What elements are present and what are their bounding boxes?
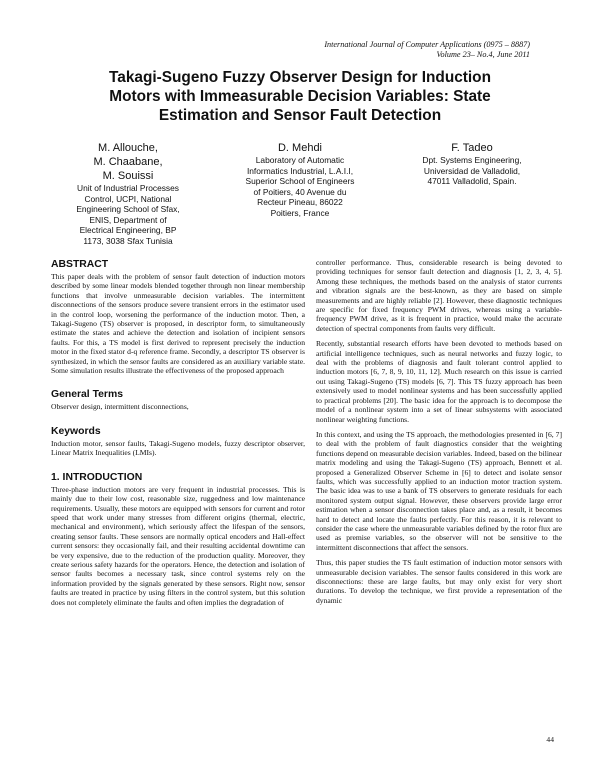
body-paragraph: Recently, substantial research efforts have been devoted to methods based on artificial intelligence techniques, such as neural networks and fuzzy logic, to deal with the problems of diagnosis and fault tolerant control applied to induction motors [6, 7, 8, 9, 10, 11, 12]. Much research on this issue is carried out using Takagi-Sugeno (TS) models [6, 7]. This TS fuzzy approach has been extensively used to model nonlinear systems and has been successfully applied to practical problems [20]. The basic idea for the approach is to decompose the model of a nonlinear system into a set of linear subsystems with associated nonlinear weighting functions. [316, 339, 562, 424]
affiliation-line: Engineering School of Sfax, [76, 204, 180, 214]
abstract-heading: ABSTRACT [51, 259, 109, 270]
author-name: F. Tadeo [451, 142, 493, 154]
affiliation-line: 47011 Valladolid, Spain. [427, 176, 517, 186]
page-number: 44 [546, 735, 554, 744]
affiliation-line: 1173, 3038 Sfax Tunisia [83, 235, 173, 246]
title-line: Takagi-Sugeno Fuzzy Observer Design for Induction [109, 69, 491, 86]
author-block [48, 141, 552, 251]
introduction-heading: 1. INTRODUCTION [51, 471, 143, 483]
title-line: Estimation and Sensor Fault Detection [158, 107, 442, 124]
keywords-text: Induction motor, sensor faults, Takagi-Sugeno models, fuzzy descriptor observer, Linear Matrix Inequalities (LMIs). [51, 438, 305, 458]
affiliation-line: of Poitiers, 40 Avenue du [253, 186, 347, 197]
journal-name: International Journal of Computer Applications (0975 – 8887) [324, 40, 530, 49]
body-paragraph: In this context, and using the TS approach, the methodologies presented in [6, 7] to deal with the problem of fault diagnostics consider that the weighting functions depend on measurable decision variables. Indeed, based on the bilinear matrix modeling and using the Takagi-Sugeno (TS) approach, Bennett et al. proposed a Generalized Observer Scheme in [6] to detect and isolate sensor faults, which was successfully applied to an induction motor traction system. The basic idea was to use a bank of TS observers to generate residuals for each monitored system output signal. However, these observers provide large error estimation when a sensor disconnection takes place and, as a result, it becomes hard to detect and locate the faults perfectly. For this reason, it is relevant to consider the case where the unmeasurable variables defined by the rotor flux are used as premise variables, so the observer will not be sensitive to the intermittent disconnections that affect the sensors. [316, 429, 562, 552]
introduction-text: Three-phase induction motors are very frequent in industrial processes. This is mainly due to their low cost, reasonable size, ruggedness and low maintenance requirements. Usually, these motors are equipped with sensors for current and rotor speed that work under many stresses from different origins (thermal, electric, mechanical and environment), which seriously affect the lifespan of the sensors, creating sensor faults. These sensors are normally optical encoders and Hall-effect current sensors: they occasionally fail, and their resulting accidental downtime can be very expensive, due to the reduction of the production quality. Moreover, they create serious safety hazards for the operators. Hence, the detection and isolation of sensor faults becomes a necessary task, since control systems rely on the information provided by the signals generated by these sensors. Right now, sensor faults are treated in practice by using filters in the control system, but this solution does not completely eliminate the faults and often implies the degradation of [51, 484, 305, 607]
keywords-heading: Keywords [51, 425, 101, 437]
abstract-text: This paper deals with the problem of sensor fault detection of induction motors described by some linear models blended together through non linear membership functions that involve unmeasurable decision variables. The intermittent disconnections of the sensors produce severe transient errors in the estimator used in the control loop, worsening the performance of the induction motor. Then, a Takagi-Sugeno (TS) observer is proposed, in descriptor form, to simultaneously estimate the states and achieve the detection and isolation of incipient sensors faults. For this, a TS model is first derived to represent precisely the induction motor in the fixed stator d-q reference frame. Secondly, a descriptor TS observer is synthesized, in which the sensor faults are considered as an auxiliary variable state. Some simulation results illustrate the effectiveness of the proposed approach [51, 272, 305, 376]
affiliation-line: Unit of Industrial Processes [77, 183, 179, 193]
affiliation-line: Superior School of Engineers [245, 176, 355, 186]
left-column [51, 258, 305, 613]
author-name: M. Chaabane, [93, 156, 163, 168]
affiliation-line: Dpt. Systems Engineering, [422, 155, 522, 165]
affiliation-line: Laboratory of Automatic [255, 155, 345, 165]
author-group-2 [218, 141, 382, 218]
journal-volume: Volume 23– No.4, June 2011 [436, 50, 530, 59]
body-paragraph: Thus, this paper studies the TS fault estimation of induction motor sensors with unmeasurable decision variables. The sensor faults considered in this work are disconnections: these are large faults, but may only exist for very short durations. To develop the technique, we first provide a representation of the dynamic [316, 558, 562, 605]
affiliation-line: Electrical Engineering, BP [79, 225, 177, 235]
affiliation-line: ENIS, Department of [89, 214, 167, 225]
paper-title [50, 68, 550, 125]
author-name: M. Allouche, [98, 142, 158, 154]
affiliation-line: Universidad de Valladolid, [423, 165, 521, 176]
title-line: Motors with Immeasurable Decision Variables: State [109, 88, 491, 105]
body-paragraph: controller performance. Thus, considerable research is being devoted to providing techniques for sensor fault detection and diagnosis [1, 2, 3, 4, 5]. Among these techniques, the methods based on the analysis of stator currents and vibration signals are the best-known, as they are based on simple measurements and are highly reliable [2]. However, these diagnostic techniques are specific for fixed frequency PWM drives, whereas using a variable-frequency PWM drive, as it is frequent in practice, would make the accurate detection of spectral components from faults very difficult. [316, 258, 562, 333]
affiliation-line: Control, UCPI, National [84, 193, 172, 204]
author-group-3 [392, 141, 552, 187]
general-terms-text: Observer design, intermittent disconnections, [51, 402, 189, 412]
journal-header [230, 40, 530, 60]
affiliation-line: Recteur Pineau, 86022 [257, 197, 343, 207]
author-group-1 [48, 141, 208, 246]
general-terms-heading: General Terms [51, 389, 123, 401]
author-name: D. Mehdi [277, 142, 323, 154]
right-column [316, 258, 562, 611]
affiliation-line: Informatics Industrial, L.A.I.I, [246, 165, 354, 176]
affiliation-line: Poitiers, France [270, 207, 330, 218]
author-name: M. Souissi [102, 170, 154, 182]
